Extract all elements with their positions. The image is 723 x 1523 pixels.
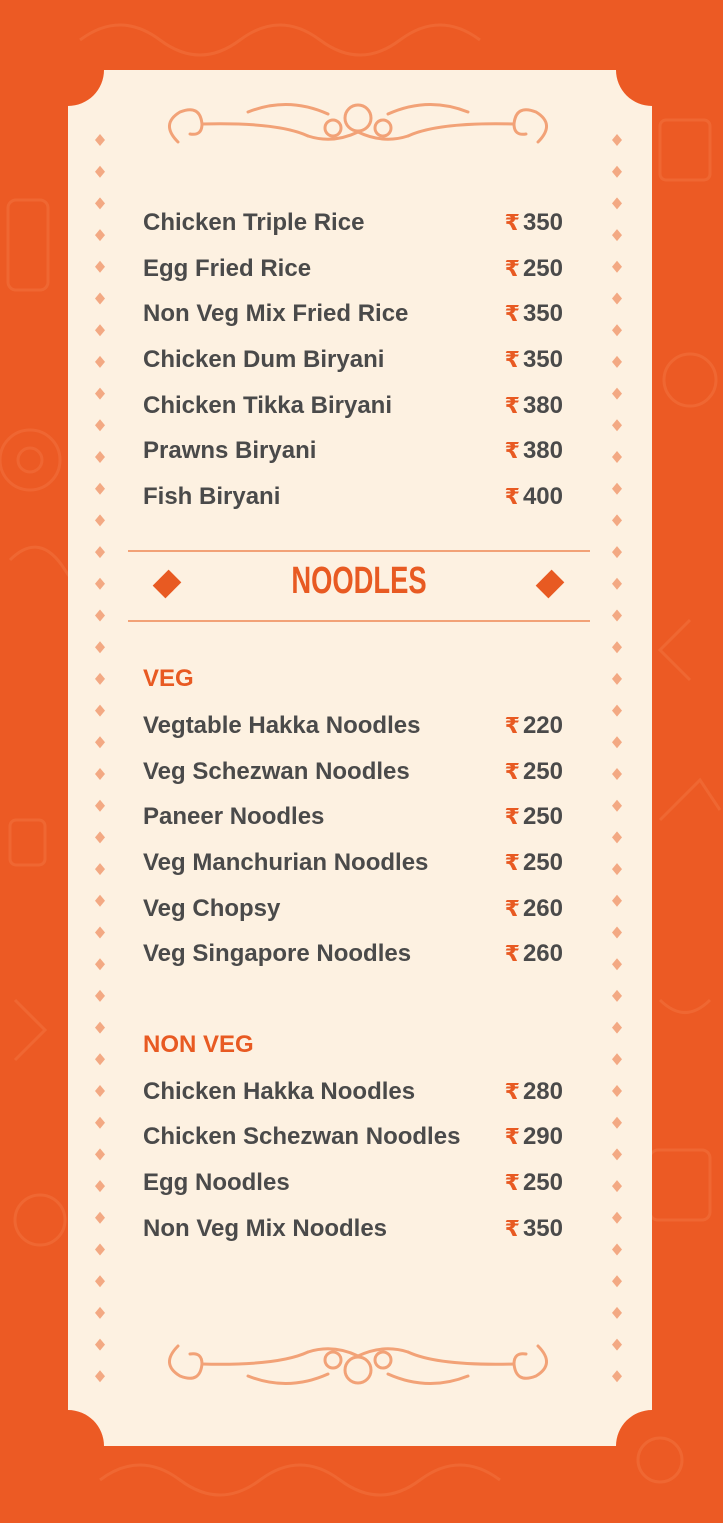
item-price: ₹ 350 — [504, 300, 563, 327]
item-name: Paneer Noodles — [143, 803, 325, 830]
border-diamond — [612, 831, 622, 843]
border-diamond — [612, 990, 622, 1002]
list-item — [143, 386, 563, 426]
border-diamond — [95, 261, 105, 273]
border-diamond — [95, 1117, 105, 1129]
border-diamond — [95, 1085, 105, 1097]
item-name: Chicken Schezwan Noodles — [143, 1123, 461, 1150]
border-diamond — [95, 641, 105, 653]
item-price: ₹ 380 — [504, 392, 563, 419]
item-price: ₹ 250 — [504, 803, 563, 830]
border-diamond — [95, 197, 105, 209]
border-diamond — [612, 483, 622, 495]
list-item — [143, 1072, 563, 1112]
border-diamond — [612, 673, 622, 685]
list-item — [143, 294, 563, 334]
rupee-icon: ₹ — [504, 941, 520, 967]
border-diamond — [95, 1339, 105, 1351]
item-name: Chicken Tikka Biryani — [143, 392, 392, 419]
border-diamond — [95, 1180, 105, 1192]
border-diamond — [612, 1275, 622, 1287]
border-diamond — [612, 197, 622, 209]
item-name: Non Veg Mix Fried Rice — [143, 300, 409, 327]
border-diamond — [612, 134, 622, 146]
border-diamond — [95, 958, 105, 970]
item-name: Veg Chopsy — [143, 895, 281, 922]
border-diamond — [612, 610, 622, 622]
border-diamond — [612, 578, 622, 590]
border-diamond — [95, 229, 105, 241]
border-diamond — [612, 863, 622, 875]
list-item — [143, 477, 563, 517]
border-diamond — [95, 1275, 105, 1287]
rupee-icon: ₹ — [504, 1124, 520, 1150]
border-diamond — [612, 1117, 622, 1129]
list-item — [143, 934, 563, 974]
border-diamond — [612, 1148, 622, 1160]
list-item — [143, 889, 563, 929]
border-diamond — [612, 356, 622, 368]
border-diamond — [95, 134, 105, 146]
item-price: ₹ 250 — [504, 1169, 563, 1196]
item-name: Prawns Biryani — [143, 437, 317, 464]
border-diamond — [612, 1053, 622, 1065]
border-diamond — [95, 451, 105, 463]
border-diamond — [612, 546, 622, 558]
item-name: Chicken Dum Biryani — [143, 346, 385, 373]
border-diamond — [612, 514, 622, 526]
left-diamond-border — [94, 70, 106, 1446]
border-diamond — [95, 800, 105, 812]
noodles-section-header — [128, 550, 590, 622]
item-price: ₹ 220 — [504, 712, 563, 739]
list-item — [143, 706, 563, 746]
border-diamond — [95, 673, 105, 685]
item-price: ₹ 250 — [504, 849, 563, 876]
border-diamond — [95, 388, 105, 400]
border-diamond — [95, 483, 105, 495]
item-price: ₹ 280 — [504, 1078, 563, 1105]
item-name: Chicken Triple Rice — [143, 209, 365, 236]
border-diamond — [612, 166, 622, 178]
veg-subheading: VEG — [143, 665, 194, 692]
border-diamond — [95, 356, 105, 368]
list-item — [143, 1117, 563, 1157]
rupee-icon: ₹ — [504, 210, 520, 236]
item-price: ₹ 350 — [504, 209, 563, 236]
item-price: ₹ 400 — [504, 483, 563, 510]
border-diamond — [612, 1180, 622, 1192]
border-diamond — [612, 705, 622, 717]
list-item — [143, 340, 563, 380]
border-diamond — [95, 705, 105, 717]
rupee-icon: ₹ — [504, 438, 520, 464]
rupee-icon: ₹ — [504, 1170, 520, 1196]
border-diamond — [612, 958, 622, 970]
border-diamond — [612, 388, 622, 400]
border-diamond — [95, 1370, 105, 1382]
border-diamond — [612, 419, 622, 431]
border-diamond — [612, 736, 622, 748]
rupee-icon: ₹ — [504, 301, 520, 327]
item-name: Vegtable Hakka Noodles — [143, 712, 421, 739]
border-diamond — [95, 927, 105, 939]
rupee-icon: ₹ — [504, 896, 520, 922]
border-diamond — [95, 514, 105, 526]
border-diamond — [95, 610, 105, 622]
list-item — [143, 752, 563, 792]
list-item — [143, 797, 563, 837]
section-title: NOODLES — [291, 560, 427, 602]
rupee-icon: ₹ — [504, 347, 520, 373]
border-diamond — [95, 293, 105, 305]
border-diamond — [612, 1244, 622, 1256]
item-name: Chicken Hakka Noodles — [143, 1078, 416, 1105]
top-flourish-ornament — [158, 92, 558, 162]
list-item — [143, 1209, 563, 1249]
list-item — [143, 843, 563, 883]
border-diamond — [95, 166, 105, 178]
item-price: ₹ 250 — [504, 255, 563, 282]
border-diamond — [95, 1148, 105, 1160]
bottom-flourish-ornament — [158, 1326, 558, 1396]
border-diamond — [95, 831, 105, 843]
border-diamond — [95, 1053, 105, 1065]
border-diamond — [612, 768, 622, 780]
border-diamond — [95, 1244, 105, 1256]
rupee-icon: ₹ — [504, 484, 520, 510]
item-name: Non Veg Mix Noodles — [143, 1215, 388, 1242]
border-diamond — [95, 863, 105, 875]
border-diamond — [95, 895, 105, 907]
diamond-icon — [536, 570, 565, 599]
border-diamond — [612, 1307, 622, 1319]
item-price: ₹ 260 — [504, 940, 563, 967]
border-diamond — [612, 1339, 622, 1351]
border-diamond — [95, 768, 105, 780]
item-price: ₹ 350 — [504, 1215, 563, 1242]
item-name: Veg Manchurian Noodles — [143, 849, 429, 876]
non-veg-subheading: NON VEG — [143, 1031, 254, 1058]
border-diamond — [95, 324, 105, 336]
list-item — [143, 203, 563, 243]
border-diamond — [612, 324, 622, 336]
border-diamond — [95, 546, 105, 558]
item-price: ₹ 250 — [504, 758, 563, 785]
border-diamond — [612, 1085, 622, 1097]
list-item — [143, 1163, 563, 1203]
diamond-icon — [153, 570, 182, 599]
item-name: Veg Schezwan Noodles — [143, 758, 410, 785]
border-diamond — [612, 1022, 622, 1034]
border-diamond — [95, 1212, 105, 1224]
border-diamond — [95, 578, 105, 590]
rupee-icon: ₹ — [504, 850, 520, 876]
item-name: Fish Biryani — [143, 483, 281, 510]
item-price: ₹ 260 — [504, 895, 563, 922]
right-diamond-border — [611, 70, 623, 1446]
border-diamond — [612, 1370, 622, 1382]
item-price: ₹ 350 — [504, 346, 563, 373]
border-diamond — [95, 736, 105, 748]
border-diamond — [95, 1022, 105, 1034]
rupee-icon: ₹ — [504, 759, 520, 785]
item-price: ₹ 290 — [504, 1123, 563, 1150]
rupee-icon: ₹ — [504, 1216, 520, 1242]
border-diamond — [612, 451, 622, 463]
rupee-icon: ₹ — [504, 804, 520, 830]
border-diamond — [95, 1307, 105, 1319]
rupee-icon: ₹ — [504, 393, 520, 419]
item-name: Veg Singapore Noodles — [143, 940, 412, 967]
item-name: Egg Noodles — [143, 1169, 290, 1196]
list-item — [143, 249, 563, 289]
border-diamond — [95, 990, 105, 1002]
item-name: Egg Fried Rice — [143, 255, 312, 282]
border-diamond — [95, 419, 105, 431]
item-price: ₹ 380 — [504, 437, 563, 464]
list-item — [143, 431, 563, 471]
border-diamond — [612, 895, 622, 907]
border-diamond — [612, 261, 622, 273]
menu-card — [68, 70, 652, 1446]
rupee-icon: ₹ — [504, 713, 520, 739]
border-diamond — [612, 800, 622, 812]
border-diamond — [612, 641, 622, 653]
border-diamond — [612, 1212, 622, 1224]
border-diamond — [612, 229, 622, 241]
rupee-icon: ₹ — [504, 256, 520, 282]
border-diamond — [612, 293, 622, 305]
rupee-icon: ₹ — [504, 1079, 520, 1105]
border-diamond — [612, 927, 622, 939]
